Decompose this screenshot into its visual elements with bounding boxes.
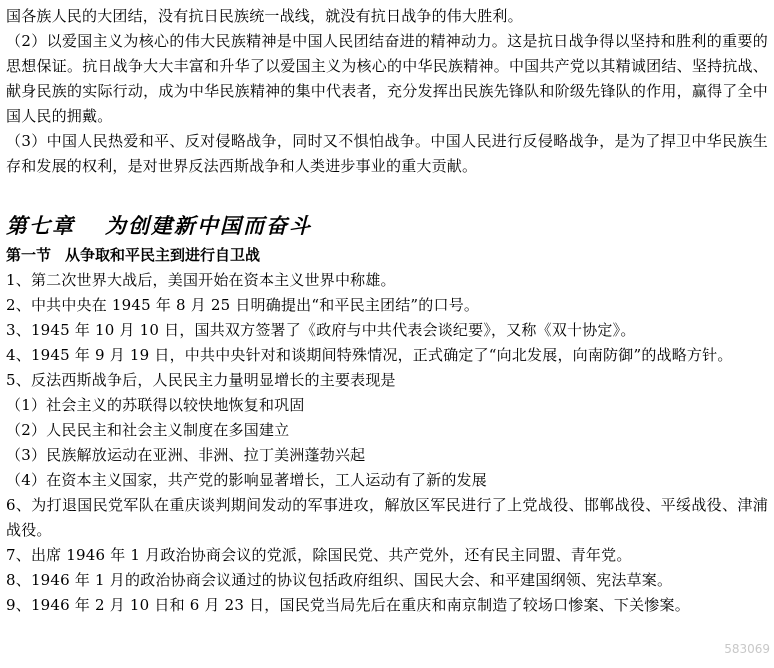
list-item: 2、中共中央在 1945 年 8 月 25 日明确提出“和平民主团结”的口号。 (6, 296, 480, 314)
list-item: 1、第二次世界大战后，美国开始在资本主义世界中称雄。 (6, 271, 396, 289)
chapter-number: 第七章 (6, 213, 75, 238)
intro-paragraph-2: （2）以爱国主义为核心的伟大民族精神是中国人民团结奋进的精神动力。这是抗日战争得以坚持和胜利的重要的思想保证。抗日战争大大丰富和升华了以爱国主义为核心的中华民族精神。中国共产党以其精诚团结、坚持抗战、献身民族的实际行动，成为中华民族精神的集中代表者，充分发挥出民族先锋队和阶级先锋队的作用，赢得了全中国人民的拥戴。 (6, 32, 768, 125)
document-page (6, 4, 768, 618)
list-item: 8、1946 年 1 月的政治协商会议通过的协议包括政府组织、国民大会、和平建国纲领、宪法草案。 (6, 571, 673, 589)
list-item: 9、1946 年 2 月 10 日和 6 月 23 日，国民党当局先后在重庆和南京制造了较场口惨案、下关惨案。 (6, 596, 690, 614)
watermark: 583069 (724, 642, 770, 656)
list-item: 6、为打退国民党军队在重庆谈判期间发动的军事进攻，解放区军民进行了上党战役、邯郸战役、平绥战役、津浦战役。 (6, 496, 768, 539)
list-item: （2）人民民主和社会主义制度在多国建立 (6, 421, 290, 439)
list-item: （1）社会主义的苏联得以较快地恢复和巩固 (6, 396, 305, 414)
section-spacer (6, 179, 768, 211)
list-item: 5、反法西斯战争后，人民民主力量明显增长的主要表现是 (6, 371, 396, 389)
intro-paragraph-3: （3）中国人民热爱和平、反对侵略战争，同时又不惧怕战争。中国人民进行反侵略战争，是为了捍卫中华民族生存和发展的权利，是对世界反法西斯战争和人类进步事业的重大贡献。 (6, 132, 768, 175)
list-item: 4、1945 年 9 月 19 日，中共中央针对和谈期间特殊情况，正式确定了“向北发展，向南防御”的战略方针。 (6, 346, 733, 364)
list-item: （4）在资本主义国家，共产党的影响显著增长，工人运动有了新的发展 (6, 471, 487, 489)
list-item: （3）民族解放运动在亚洲、非洲、拉丁美洲蓬勃兴起 (6, 446, 366, 464)
section-title: 从争取和平民主到进行自卫战 (65, 246, 261, 264)
chapter-title: 为创建新中国而奋斗 (105, 213, 312, 238)
chapter-heading (6, 211, 768, 241)
section-number: 第一节 (6, 246, 52, 264)
section-heading (6, 243, 768, 268)
intro-paragraph-1: 国各族人民的大团结，没有抗日民族统一战线，就没有抗日战争的伟大胜利。 (6, 7, 523, 25)
list-item: 7、出席 1946 年 1 月政治协商会议的党派，除国民党、共产党外，还有民主同盟、青年党。 (6, 546, 632, 564)
list-item: 3、1945 年 10 月 10 日，国共双方签署了《政府与中共代表会谈纪要》，又称《双十协定》。 (6, 321, 636, 339)
